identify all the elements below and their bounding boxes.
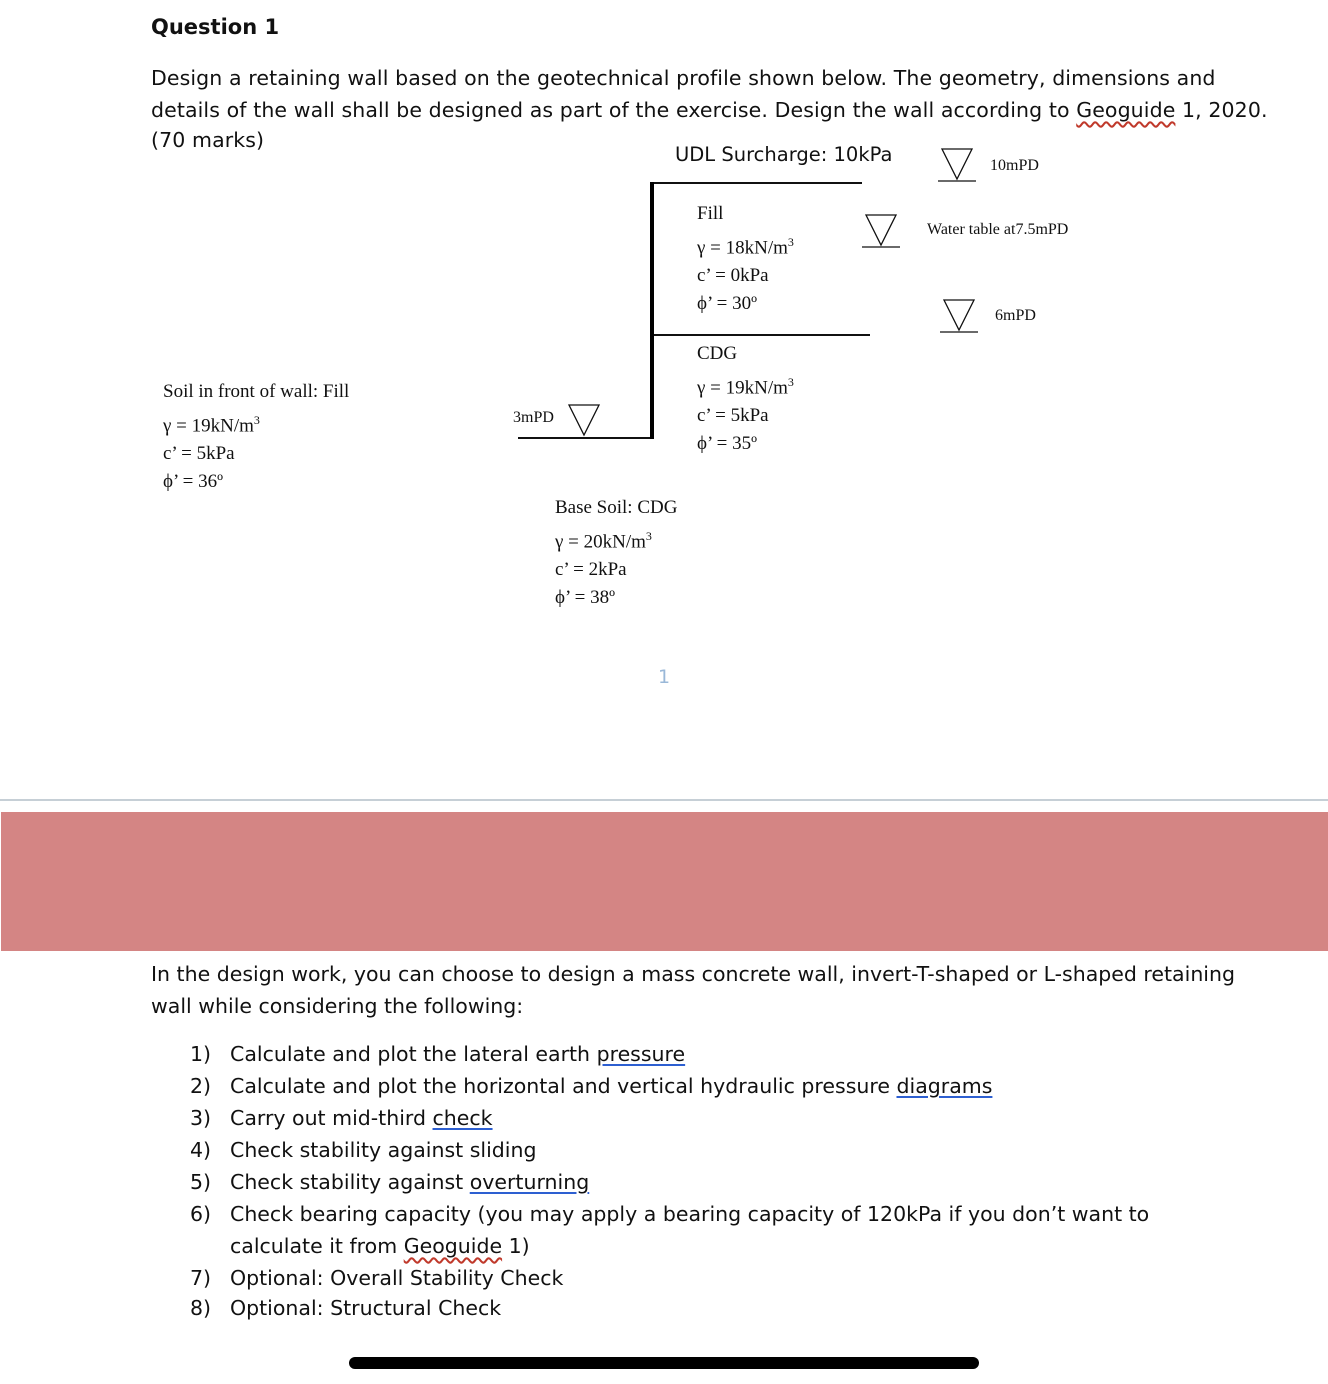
task-6b-text: calculate it from (230, 1234, 404, 1258)
front-soil-gamma-exp: 3 (253, 413, 260, 427)
task-2-text: Calculate and plot the horizontal and vertical hydraulic pressure (230, 1074, 897, 1098)
base-soil-properties (555, 494, 677, 612)
base-soil-name: Base Soil: CDG (555, 497, 678, 518)
task-3-number: 3) (190, 1106, 212, 1130)
task-3-text: Carry out mid-third (230, 1106, 433, 1130)
fill-gamma-exp: 3 (787, 235, 794, 249)
level-10mpd-label: 10mPD (990, 157, 1039, 174)
intro-line-1: Design a retaining wall based on the geotechnical profile shown below. The geometry, dimensions and (151, 66, 1216, 90)
intro-line-2-text: details of the wall shall be designed as part of the exercise. Design the wall according to (151, 98, 1077, 122)
front-soil-properties (163, 378, 349, 496)
level-6mpd-label: 6mPD (995, 307, 1036, 324)
level-6mpd-marker-icon (940, 298, 978, 334)
task-6b-end: 1) (502, 1234, 530, 1258)
cdg-properties (697, 340, 794, 458)
retaining-wall-line (650, 182, 654, 439)
task-6b-spellcheck-word[interactable]: Geoguide (403, 1234, 503, 1258)
cdg-cohesion: c’ = 5kPa (697, 405, 769, 427)
base-soil-cohesion: c’ = 2kPa (555, 559, 627, 581)
task-5-grammar-word[interactable]: overturning (469, 1170, 590, 1194)
body-line-1: In the design work, you can choose to design a mass concrete wall, invert-T-shaped or L-shaped retaining (151, 962, 1236, 986)
intro-line-2-end: 1, 2020. (1175, 98, 1268, 122)
task-item-5 (190, 1170, 589, 1194)
task-item-7 (190, 1266, 563, 1290)
level-10mpd-marker-icon (938, 147, 976, 183)
fill-gamma-value: γ = 18kN/m (697, 237, 788, 259)
task-item-3 (190, 1106, 493, 1130)
task-2-grammar-word[interactable]: diagrams (896, 1074, 993, 1098)
water-table-marker-icon (862, 213, 900, 249)
page-number: 1 (658, 666, 671, 688)
fill-cdg-boundary-line (654, 334, 870, 336)
surcharge-label: UDL Surcharge: 10kPa (675, 143, 893, 166)
base-soil-gamma-value: γ = 20kN/m (555, 531, 646, 553)
front-soil-friction-angle: ϕ’ = 36º (163, 471, 224, 493)
level-3mpd-marker-icon (565, 403, 603, 439)
base-soil-gamma-exp: 3 (645, 529, 652, 543)
front-soil-gamma-value: γ = 19kN/m (163, 415, 254, 437)
task-4-text: Check stability against sliding (230, 1138, 537, 1162)
cdg-gamma-exp: 3 (787, 375, 794, 389)
task-item-6-continued (190, 1234, 530, 1258)
fill-gamma (697, 228, 794, 262)
body-line-2: wall while considering the following: (151, 994, 524, 1018)
task-1-grammar-word[interactable]: pressure (596, 1042, 686, 1066)
task-6-text: Check bearing capacity (you may apply a bearing capacity of 120kPa if you don’t want to (230, 1202, 1150, 1226)
page-separator (0, 799, 1328, 801)
task-1-number: 1) (190, 1042, 212, 1066)
question-title: Question 1 (151, 15, 280, 39)
task-7-text: Optional: Overall Stability Check (230, 1266, 564, 1290)
task-7-number: 7) (190, 1266, 212, 1290)
task-item-2 (190, 1074, 992, 1098)
task-4-number: 4) (190, 1138, 212, 1162)
fill-surface-line (654, 182, 862, 184)
geoguide-spellcheck-word[interactable]: Geoguide (1076, 98, 1176, 122)
base-soil-friction-angle: ϕ’ = 38º (555, 587, 616, 609)
cdg-gamma-value: γ = 19kN/m (697, 377, 788, 399)
fill-friction-angle: ϕ’ = 30º (697, 293, 758, 315)
task-item-6 (190, 1202, 1149, 1226)
cdg-friction-angle: ϕ’ = 35º (697, 433, 758, 455)
front-soil-gamma (163, 406, 349, 440)
water-table-label: Water table at7.5mPD (927, 221, 1069, 238)
intro-line-2 (151, 98, 1268, 122)
cdg-name: CDG (697, 343, 738, 364)
cdg-gamma (697, 368, 794, 402)
task-3-grammar-word[interactable]: check (432, 1106, 493, 1130)
intro-marks: (70 marks) (151, 128, 265, 152)
task-item-1 (190, 1042, 685, 1066)
highlight-banner (1, 812, 1328, 951)
task-8-text: Optional: Structural Check (230, 1296, 502, 1320)
fill-properties (697, 200, 794, 318)
fill-cohesion: c’ = 0kPa (697, 265, 769, 287)
front-soil-name: Soil in front of wall: Fill (163, 381, 350, 402)
task-6-number: 6) (190, 1202, 212, 1226)
task-item-8 (190, 1296, 501, 1320)
fill-name: Fill (697, 203, 724, 224)
front-soil-cohesion: c’ = 5kPa (163, 443, 235, 465)
task-8-number: 8) (190, 1296, 212, 1320)
task-1-text: Calculate and plot the lateral earth (230, 1042, 597, 1066)
base-soil-gamma (555, 522, 677, 556)
level-3mpd-label: 3mPD (513, 409, 554, 426)
task-5-number: 5) (190, 1170, 212, 1194)
task-5-text: Check stability against (230, 1170, 470, 1194)
task-2-number: 2) (190, 1074, 212, 1098)
task-item-4 (190, 1138, 537, 1162)
home-indicator-bar[interactable] (349, 1357, 979, 1369)
